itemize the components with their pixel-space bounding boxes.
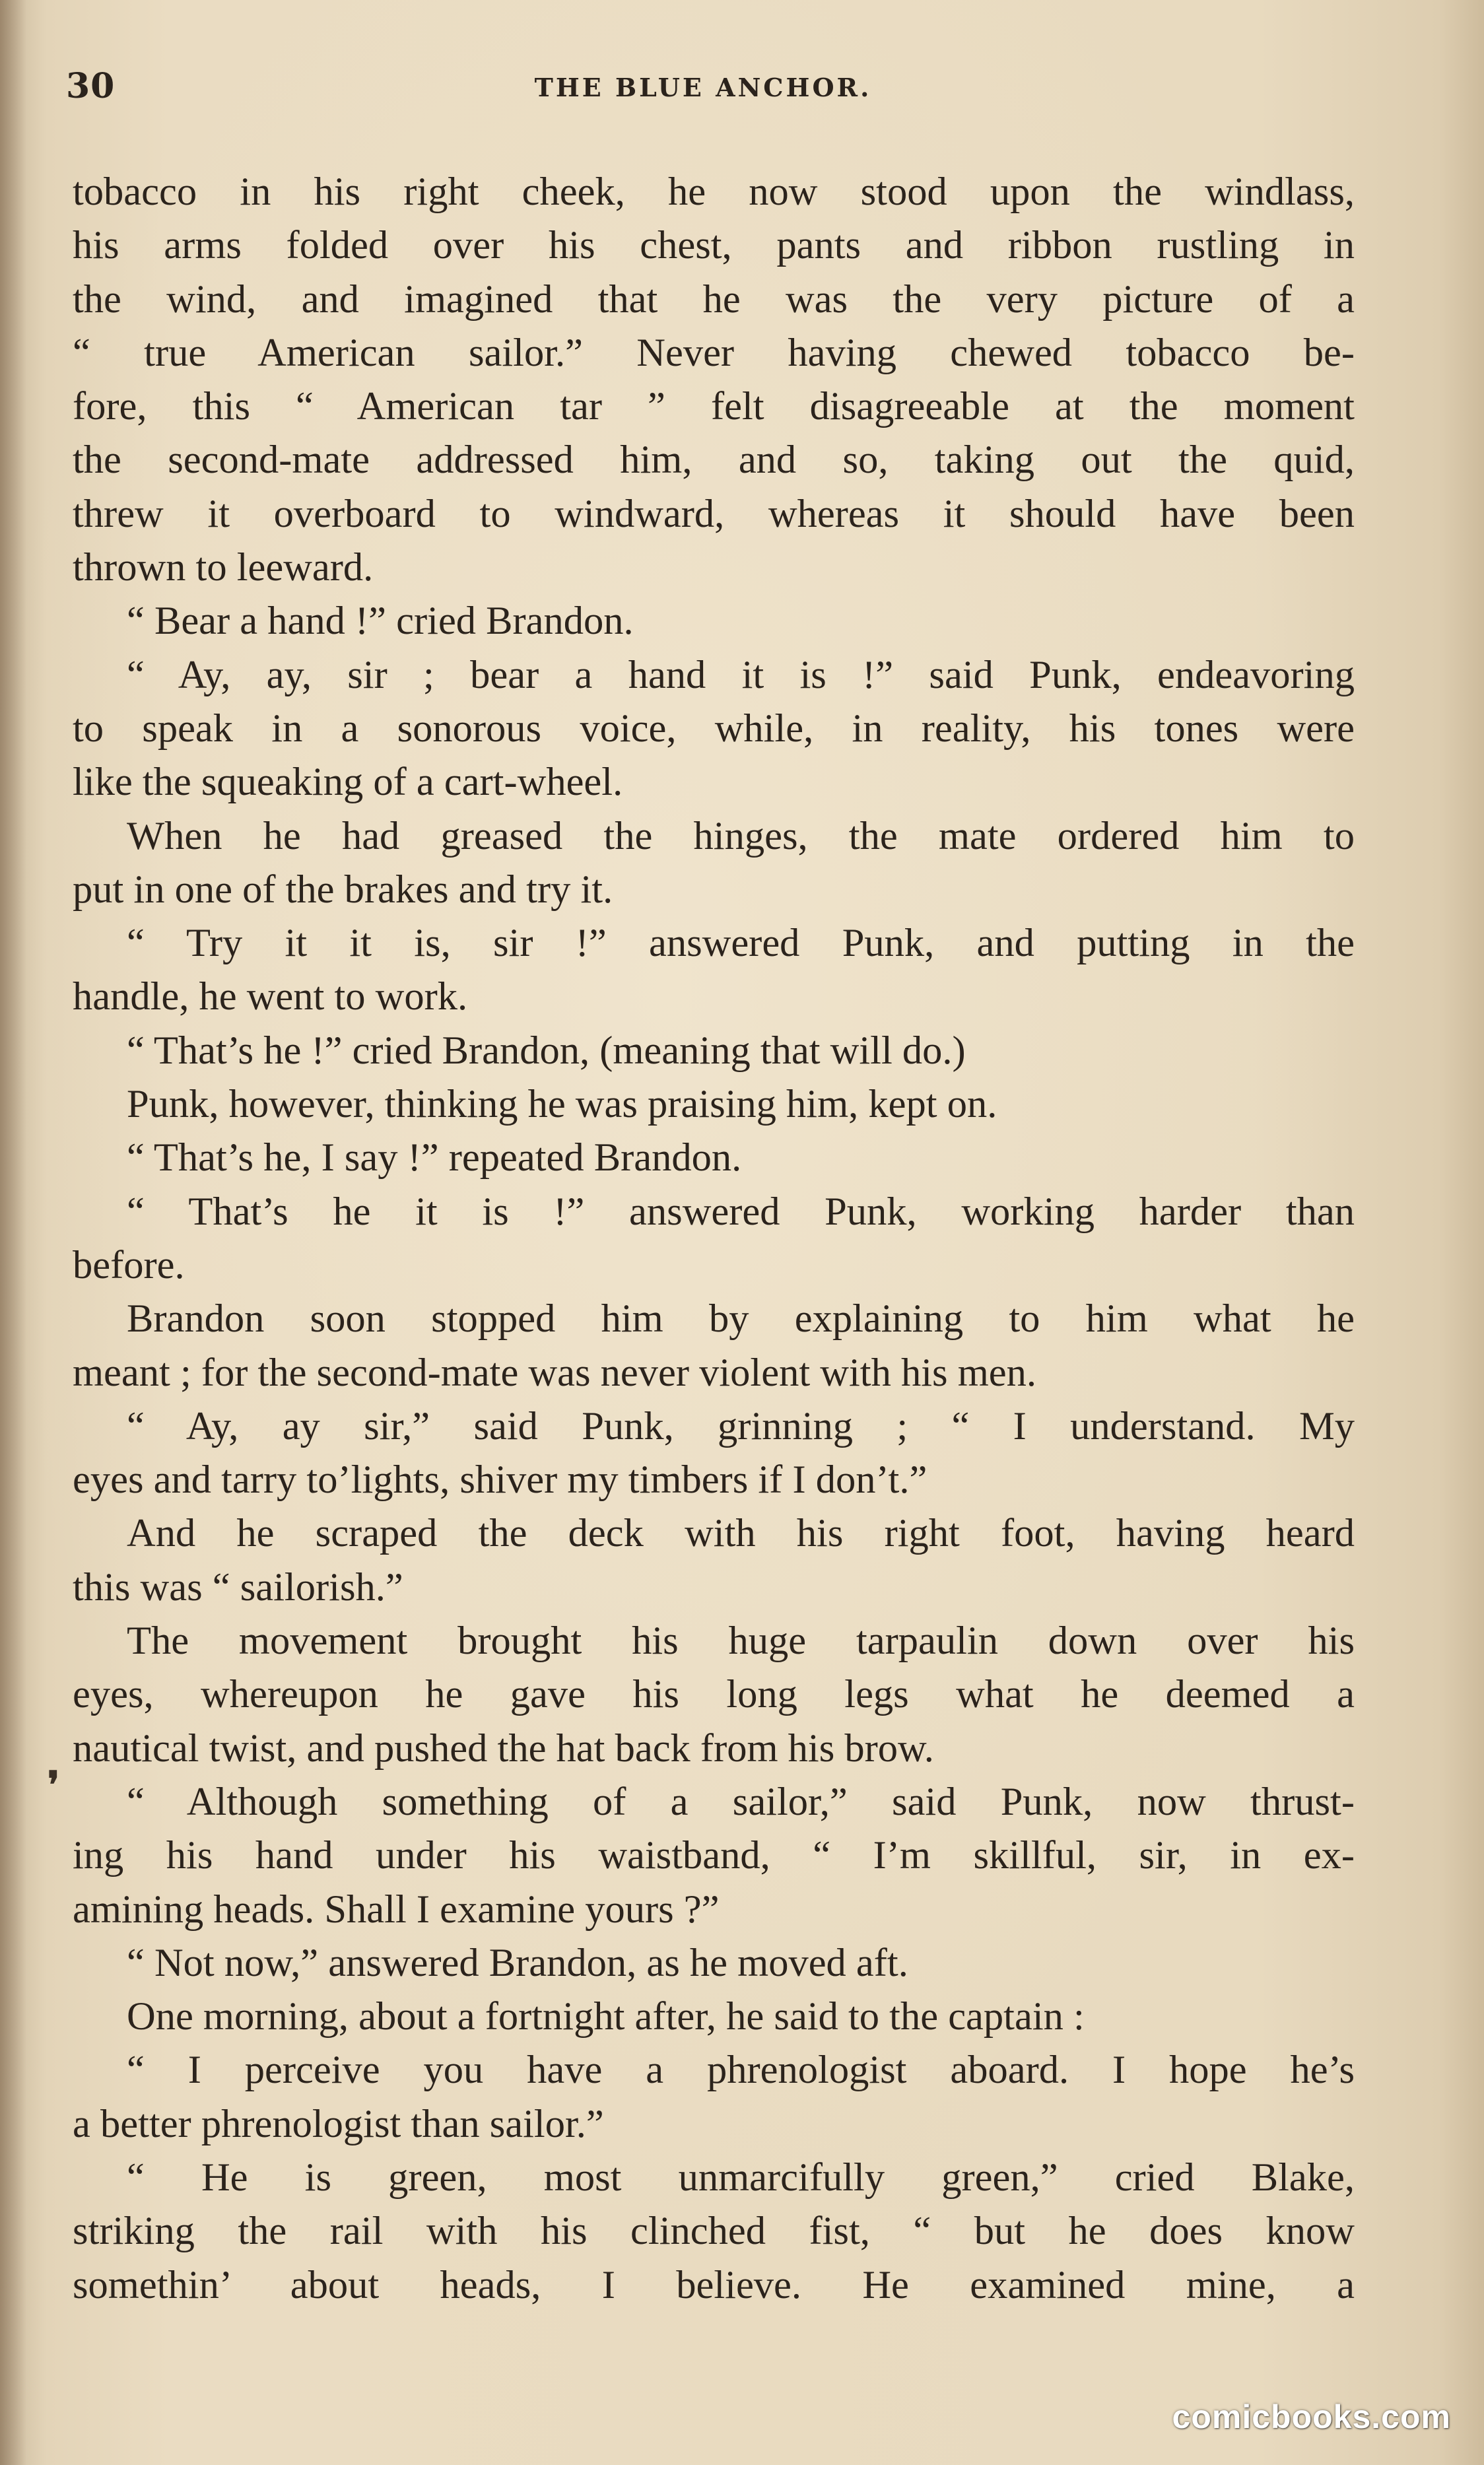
text-line: “ Bear a hand !” cried Brandon. <box>127 599 634 644</box>
text-line: thrown to leeward. <box>73 545 374 590</box>
text-line: “ That’s he it is !” answered Punk, working harder than <box>127 1189 1355 1234</box>
text-line: handle, he went to work. <box>73 974 468 1019</box>
text-line: put in one of the brakes and try it. <box>73 867 613 912</box>
text-line: “ Not now,” answered Brandon, as he moved aft. <box>127 1940 908 1985</box>
text-line: The movement brought his huge tarpaulin down over his <box>127 1619 1355 1664</box>
text-line: “ Ay, ay sir,” said Punk, grinning ; “ I understand. My <box>127 1403 1355 1448</box>
text-line: eyes and tarry to’lights, shiver my timbers if I don’t.” <box>73 1458 928 1503</box>
text-line: “ He is green, most unmarcifully green,” cried Blake, <box>127 2155 1355 2200</box>
text-line: One morning, about a fortnight after, he said to the captain : <box>127 1994 1085 2039</box>
text-line: “ That’s he, I say !” repeated Brandon. <box>127 1135 742 1180</box>
watermark: comicbooks.com <box>1172 2398 1451 2435</box>
text-line: somethin’ about heads, I believe. He examined mine, a <box>73 2262 1355 2307</box>
text-line: threw it overboard to windward, whereas it should have been <box>73 491 1355 536</box>
text-line: to speak in a sonorous voice, while, in reality, his tones were <box>73 706 1355 751</box>
text-line: striking the rail with his clinched fist, “ but he does know <box>73 2209 1355 2254</box>
text-line: “ I perceive you have a phrenologist aboard. I hope he’s <box>127 2048 1355 2093</box>
spine-shadow <box>0 0 26 2465</box>
running-title: THE BLUE ANCHOR. <box>534 73 872 102</box>
text-line: eyes, whereupon he gave his long legs what he deemed a <box>73 1672 1355 1717</box>
margin-mark: ❜ <box>48 1765 60 1806</box>
text-line: a better phrenologist than sailor.” <box>73 2101 604 2146</box>
text-line: like the squeaking of a cart-wheel. <box>73 760 623 805</box>
body-text <box>73 165 1355 2312</box>
text-line: tobacco in his right cheek, he now stood upon the windlass, <box>73 170 1355 214</box>
text-line: this was “ sailorish.” <box>73 1565 403 1609</box>
text-line: meant ; for the second-mate was never violent with his men. <box>73 1350 1036 1395</box>
text-line: before. <box>73 1242 185 1287</box>
text-line: “ That’s he !” cried Brandon, (meaning that will do.) <box>127 1028 966 1073</box>
text-line: ing his hand under his waistband, “ I’m skillful, sir, in ex- <box>73 1833 1355 1878</box>
text-line: amining heads. Shall I examine yours ?” <box>73 1887 720 1932</box>
text-line: “ Although something of a sailor,” said Punk, now thrust- <box>127 1779 1355 1824</box>
page-number: 30 <box>66 66 116 106</box>
text-line: his arms folded over his chest, pants and ribbon rustling in <box>73 223 1355 268</box>
text-line: “ true American sailor.” Never having chewed tobacco be- <box>73 330 1355 375</box>
text-line: the wind, and imagined that he was the very picture of a <box>73 277 1355 321</box>
text-line: fore, this “ American tar ” felt disagreeable at the moment <box>73 384 1355 429</box>
text-line: “ Ay, ay, sir ; bear a hand it is !” said Punk, endeavoring <box>127 652 1355 697</box>
text-line: Brandon soon stopped him by explaining to him what he <box>127 1297 1355 1341</box>
text-line: the second-mate addressed him, and so, taking out the quid, <box>73 438 1355 483</box>
text-line: When he had greased the hinges, the mate ordered him to <box>127 813 1355 858</box>
text-line: nautical twist, and pushed the hat back from his brow. <box>73 1726 934 1771</box>
text-line: “ Try it it is, sir !” answered Punk, and putting in the <box>127 921 1355 966</box>
text-line: And he scraped the deck with his right foot, having heard <box>127 1511 1355 1556</box>
page-header <box>66 66 1419 125</box>
text-line: Punk, however, thinking he was praising him, kept on. <box>127 1082 997 1127</box>
